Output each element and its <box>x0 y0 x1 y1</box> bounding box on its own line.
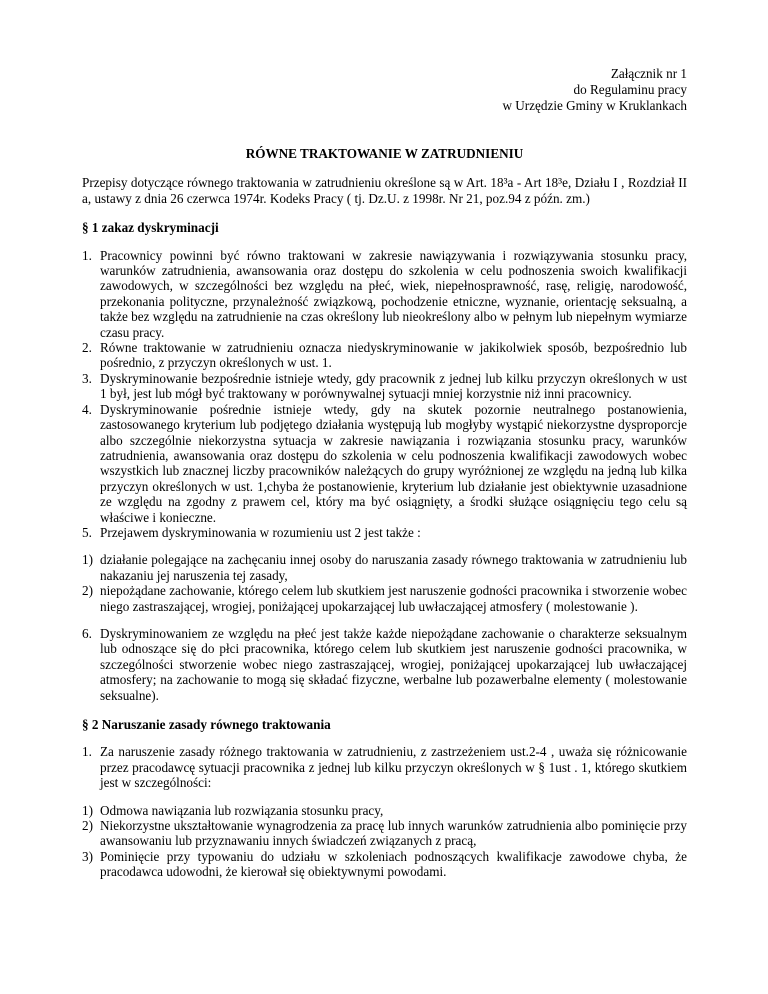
section-1-title: § 1 zakaz dyskryminacji <box>82 220 219 236</box>
list-item <box>82 402 687 525</box>
document-title: RÓWNE TRAKTOWANIE W ZATRUDNIENIU <box>245 146 524 161</box>
annex-line-2: do Regulaminu pracy <box>573 82 687 97</box>
item-text: Za naruszenie zasady różnego traktowania w zatrudnieniu, z zastrzeżeniem ust.2-4 , uważa się różnicowanie przez pracodawcę sytuacji pracownika z jednej lub kilku przyczyn określonych w § 1ust . 1, którego skutkiem jest w szczególności: <box>100 744 687 791</box>
item-number: 2. <box>82 340 92 356</box>
list-item <box>82 744 687 790</box>
section-1-list-continued <box>82 626 687 703</box>
section-2-sublist <box>82 803 687 880</box>
section-2-list <box>82 744 687 790</box>
subitem-text: Niekorzystne ukształtowanie wynagrodzenia za pracę lub innych warunków zatrudnienia albo pominięcie przy awansowaniu lub przyznawaniu innych świadczeń związanych z pracą, <box>100 818 687 849</box>
sublist-item <box>82 818 687 849</box>
subitem-text: niepożądane zachowanie, którego celem lub skutkiem jest naruszenie godności pracownika i stworzenie wobec niego zastraszającej, wrogiej, poniżającej upokarzającej lub uwłaczającej atmosfery ( molestowanie ). <box>100 583 687 614</box>
item-text: Przejawem dyskryminowania w rozumieniu ust 2 jest także : <box>100 524 421 540</box>
list-item <box>82 371 687 402</box>
list-item <box>82 340 687 371</box>
subitem-text: Odmowa nawiązania lub rozwiązania stosunku pracy, <box>100 802 384 818</box>
list-item <box>82 248 687 340</box>
sublist-item <box>82 583 687 614</box>
item-text: Dyskryminowaniem ze względu na płeć jest także każde niepożądane zachowanie o charakterze seksualnym lub odnoszące się do płci pracownika, którego celem lub skutkiem jest naruszenie godności pracownika, w szczególności stworzenie wobec niego zastraszającej, wrogiej, poniżającej upokarzającej lub uwłaczającej atmosfery; na zachowanie to mogą się składać fizyczne, werbalne lub pozawerbalne elementy ( molestowanie seksualne). <box>100 625 687 703</box>
subitem-number: 1) <box>82 552 93 568</box>
document-page <box>82 66 687 880</box>
subitem-number: 2) <box>82 583 93 599</box>
subitem-number: 1) <box>82 802 93 818</box>
subitem-text: działanie polegające na zachęcaniu innej osoby do naruszania zasady równego traktowania w zatrudnieniu lub nakazaniu jej naruszenia tej zasady, <box>100 552 687 583</box>
sublist-item <box>82 849 687 880</box>
item-number: 4. <box>82 401 92 417</box>
subitem-number: 3) <box>82 848 93 864</box>
item-number: 1. <box>82 247 92 263</box>
intro-paragraph: Przepisy dotyczące równego traktowania w zatrudnieniu określone są w Art. 18³a - Art 18³e, Działu I , Rozdział II a, ustawy z dnia 26 czerwca 1974r. Kodeks Pracy ( tj. Dz.U. z 1998r. Nr 21, poz.94 z późn. zm.) <box>82 175 687 206</box>
annex-header <box>82 66 687 114</box>
subitem-number: 2) <box>82 818 93 834</box>
item-text: Równe traktowanie w zatrudnieniu oznacza niedyskryminowanie w jakikolwiek sposób, bezpośrednio lub pośrednio, z przyczyn określonych w ust. 1. <box>100 340 687 371</box>
list-item <box>82 525 687 540</box>
annex-line-1: Załącznik nr 1 <box>610 66 687 81</box>
item-number: 5. <box>82 524 92 540</box>
section-1-list <box>82 248 687 541</box>
section-1-sublist <box>82 552 687 614</box>
item-number: 6. <box>82 625 92 641</box>
sublist-item <box>82 552 687 583</box>
item-number: 1. <box>82 744 92 760</box>
list-item <box>82 626 687 703</box>
item-text: Dyskryminowanie pośrednie istnieje wtedy, gdy na skutek pozornie neutralnego postanowienia, zastosowanego kryterium lub podjętego działania występują lub mogłyby wystąpić niekorzystne dysproporcje albo szczególnie niekorzystna sytuacja w zakresie nawiązania i rozwiązania stosunku pracy, warunków zatrudnienia, awansowania oraz dostępu do szkolenia w celu podnoszenia kwalifikacji zawodowych wobec wszystkich lub znacznej liczby pracowników należących do grupy wyróżnionej ze względu na jedną lub kilka przyczyn określonych w ust. 1,chyba że postanowienie, kryterium lub działanie jest obiektywnie uzasadnione ze względu na zgodny z prawem cel, który ma być osiągnięty, a środki służące osiągnięciu tego celu są właściwe i konieczne. <box>100 401 687 525</box>
annex-line-3: w Urzędzie Gminy w Kruklankach <box>502 98 687 113</box>
item-number: 3. <box>82 370 92 386</box>
subitem-text: Pominięcie przy typowaniu do udziału w szkoleniach podnoszących kwalifikacje zawodowe chyba, że pracodawca udowodni, że kierował się obiektywnymi powodami. <box>100 848 687 880</box>
sublist-item <box>82 803 687 818</box>
item-text: Pracownicy powinni być równo traktowani w zakresie nawiązywania i rozwiązywania stosunku pracy, warunków zatrudnienia, awansowania oraz dostępu do szkolenia w celu podnoszenia swoich kwalifikacji zawodowych, w szczególności bez względu na płeć, wiek, niepełnosprawność, rasę, religię, narodowość, przekonania polityczne, przynależność związkową, pochodzenie etniczne, wyznanie, orientację seksualną, a także bez względu na zatrudnienie na czas określony lub nieokreślony albo w pełnym lub niepełnym wymiarze czasu pracy. <box>100 247 687 340</box>
section-2-title: § 2 Naruszanie zasady równego traktowania <box>82 717 331 732</box>
item-text: Dyskryminowanie bezpośrednie istnieje wtedy, gdy pracownik z jednej lub kilku przyczyn określonych w ust 1 był, jest lub mógł być traktowany w porównywalnej sytuacji mniej korzystnie niż inni pracownicy. <box>100 370 687 402</box>
